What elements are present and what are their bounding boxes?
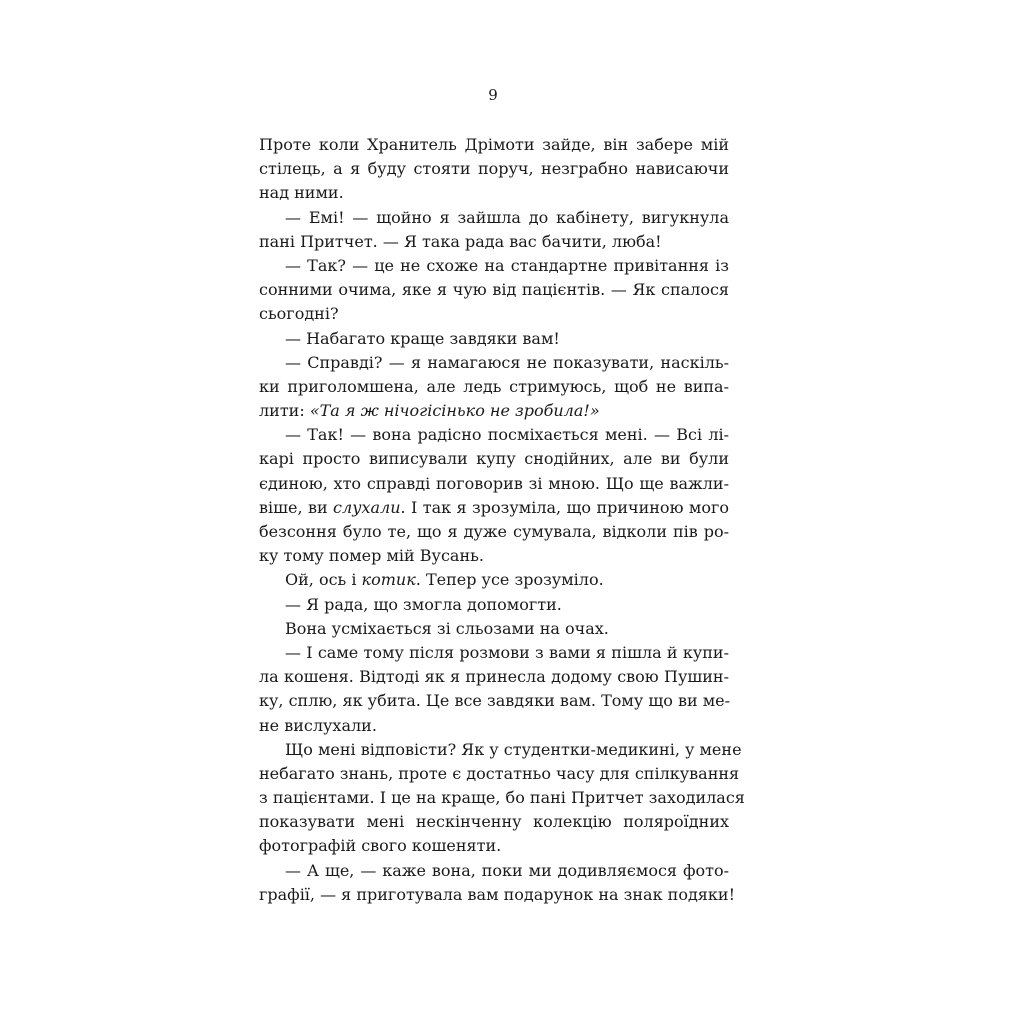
page-number: 9 [488, 86, 498, 104]
text-line [259, 665, 729, 689]
text-segment: . Тепер усе зрозуміло. [415, 570, 604, 590]
text-line [259, 496, 729, 520]
text-segment: . І так я зрозуміла, що причиною мого [400, 497, 729, 517]
text-line [259, 351, 729, 375]
text-line [259, 762, 740, 786]
text-segment: не вислухали. [259, 715, 377, 735]
text-segment: карі просто виписували купу снодійних, але ви були [259, 449, 729, 469]
text-line [259, 617, 729, 641]
text-segment: — Так! — вона радісно посміхається мені. — Всі лі- [285, 425, 729, 445]
italic-text-segment: котик [361, 570, 416, 590]
text-line [259, 278, 729, 302]
text-segment: Ой, ось і [285, 570, 362, 590]
italic-text-segment: слухали [333, 497, 401, 517]
text-line [259, 810, 729, 834]
text-line [259, 375, 729, 399]
text-segment: сонними очима, яке я чую від пацієнтів. — Як спалося [259, 280, 729, 300]
text-line [259, 738, 742, 762]
text-segment: лити: [259, 401, 310, 421]
text-line [259, 883, 735, 907]
text-segment: пані Притчет. — Я така рада вас бачити, люба! [259, 231, 662, 251]
text-segment: ку, сплю, як убита. Це все завдяки вам. Тому що ви ме- [259, 691, 731, 711]
text-line [259, 230, 729, 254]
text-line [259, 859, 729, 883]
text-segment: показувати мені нескінченну колекцію поляроїдних [259, 812, 729, 832]
text-line [259, 181, 729, 205]
text-line [259, 786, 745, 810]
text-line [259, 133, 729, 157]
text-segment: — Так? — це не схоже на стандартне привітання із [285, 255, 729, 275]
text-line [259, 447, 729, 471]
text-segment: небагато знань, проте є достатньо часу для спілкування [259, 763, 740, 783]
text-segment: ла кошеня. Відтоді як я принесла додому свою Пушин- [259, 667, 729, 687]
text-segment: — І саме тому після розмови з вами я пішла й купи- [285, 642, 729, 662]
text-line [259, 254, 729, 278]
text-segment: графії, — я приготувала вам подарунок на знак подяки! [259, 884, 735, 904]
text-line [259, 834, 729, 858]
text-segment: — Справді? — я намагаюся не показувати, наскіль- [285, 352, 729, 372]
text-segment: — Я рада, що змогла допомогти. [285, 594, 562, 614]
text-segment: віше, ви [259, 497, 334, 517]
text-line [259, 399, 729, 423]
italic-text-segment: «Та я ж нічогісінько не зробила!» [309, 401, 600, 421]
text-segment: — А ще, — каже вона, поки ми додивляємося фото- [285, 860, 729, 880]
text-line [259, 568, 729, 592]
text-segment: єдиною, хто справді поговорив зі мною. Що ще важли- [259, 473, 729, 493]
text-segment: ку тому помер мій Вусань. [259, 546, 484, 566]
text-segment: Проте коли Хранитель Дрімоти зайде, він забере мій [259, 135, 729, 154]
text-segment: фотографій свого кошеняти. [259, 836, 502, 856]
text-segment: ки приголомшена, але ледь стримуюсь, щоб не випа- [259, 376, 729, 396]
text-segment: безсоння було те, що я дуже сумувала, відколи пів ро- [259, 522, 729, 541]
text-line [259, 641, 729, 665]
text-line [259, 544, 729, 568]
text-line [259, 302, 729, 326]
text-line [259, 689, 729, 713]
body-text [259, 133, 745, 907]
text-segment: стілець, а я буду стояти поруч, незграбно нависаючи [259, 159, 729, 179]
text-line [259, 714, 729, 738]
text-segment: сьогодні? [259, 304, 339, 324]
text-segment: Вона усміхається зі сльозами на очах. [285, 618, 609, 638]
text-line [259, 472, 729, 496]
text-line [259, 423, 729, 447]
text-line [259, 520, 729, 544]
text-line [259, 157, 729, 181]
text-line [259, 206, 729, 230]
text-segment: — Набагато краще завдяки вам! [285, 328, 560, 348]
text-segment: — Емі! — щойно я зайшла до кабінету, вигукнула [285, 207, 729, 227]
text-segment: з пацієнтами. І це на краще, бо пані Притчет заходилася [259, 788, 745, 808]
text-line [259, 593, 729, 617]
text-segment: Що мені відповісти? Як у студентки-медикині, у мене [285, 739, 742, 759]
text-segment: над ними. [259, 183, 344, 203]
text-line [259, 327, 729, 351]
